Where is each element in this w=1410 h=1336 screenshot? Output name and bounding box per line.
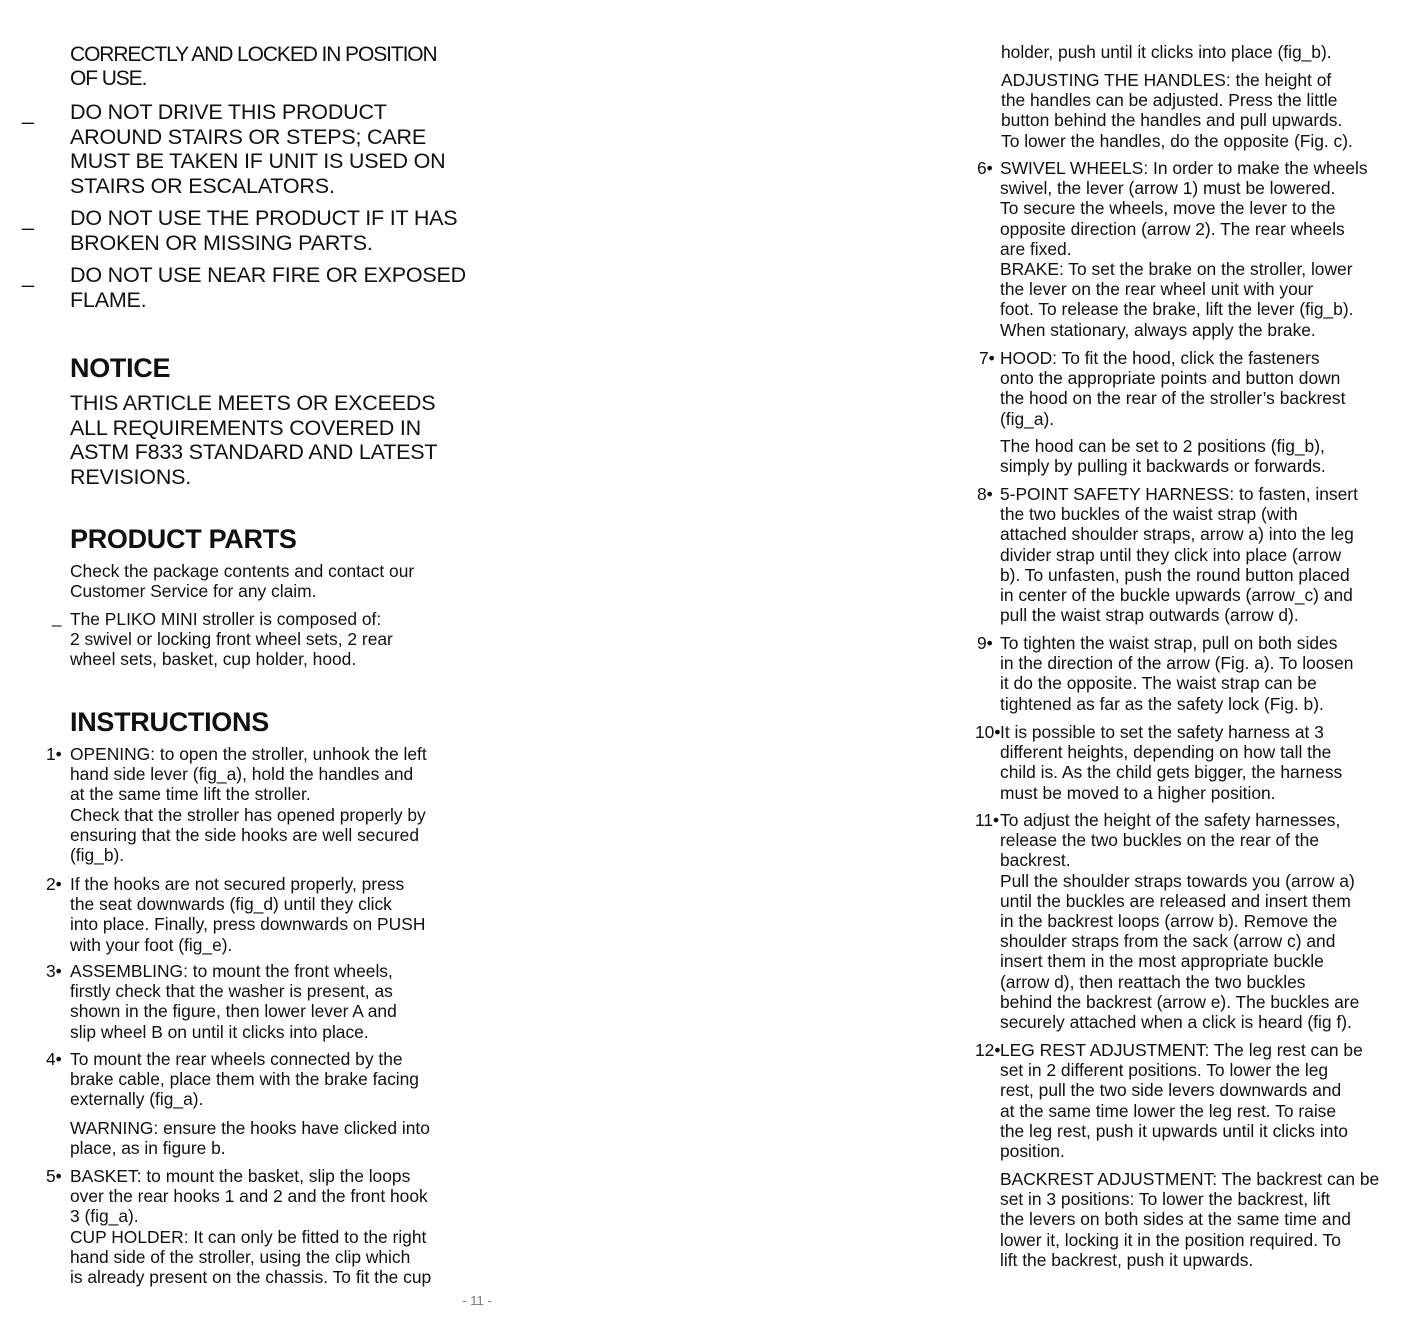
instruction-9: To tighten the waist strap, pull on both sides in the direction of the arrow (Fig. a). To loosen it do the opposite. The waist strap can be tightened as far as the safety lock (Fig. b).	[1000, 633, 1354, 714]
instructions-heading: INSTRUCTIONS	[70, 707, 269, 737]
instruction-10: It is possible to set the safety harness at 3 different heights, depending on how tall the child is. As the child gets bigger, the harness must be moved to a higher position.	[1000, 722, 1343, 803]
page-number: - 11 -	[462, 1293, 492, 1308]
instruction-12: LEG REST ADJUSTMENT: The leg rest can be set in 2 different positions. To lower the leg rest, pull the two side levers downwards and at the same time lower the leg rest. To raise the leg rest, push it upwards until it clicks into position.	[1000, 1040, 1363, 1162]
instruction-5-continued: holder, push until it clicks into place (fig_b).	[1001, 42, 1332, 62]
warning-line: DO NOT USE THE PRODUCT IF IT HAS	[70, 206, 458, 230]
warning-dash: _	[22, 264, 34, 288]
backrest-adjustment: BACKREST ADJUSTMENT: The backrest can be set in 3 positions: To lower the backrest, lift the levers on both sides at the same time and lower it, locking it in the position required. To lift the backrest, push it upwards.	[1000, 1169, 1380, 1270]
notice-heading: NOTICE	[70, 353, 171, 383]
notice-line: REVISIONS.	[70, 464, 192, 489]
instruction-number: 10•	[975, 722, 1001, 742]
instruction-number: 7•	[979, 348, 995, 368]
product-parts-intro: Check the package contents and contact our Customer Service for any claim.	[70, 561, 415, 602]
instruction-number: 11•	[975, 810, 1000, 830]
instruction-number: 9•	[977, 633, 993, 653]
warning-line: OF USE.	[70, 67, 147, 90]
warning-line: CORRECTLY AND LOCKED IN POSITION	[70, 43, 437, 66]
warning-line: BROKEN OR MISSING PARTS.	[70, 230, 373, 255]
notice-line: ALL REQUIREMENTS COVERED IN	[70, 415, 422, 440]
warning-line: STAIRS OR ESCALATORS.	[70, 173, 335, 198]
instruction-6: SWIVEL WHEELS: In order to make the wheels swivel, the lever (arrow 1) must be lowered. To secure the wheels, move the lever to the opposite direction (arrow 2). The rear wheels are fixed. BRAKE: To set the brake on the stroller, lower the lever on the rear wheel unit with your foot. To release the brake, lift the lever (fig_b). When stationary, always apply the brake.	[1000, 158, 1368, 340]
instruction-number: 8•	[977, 484, 993, 504]
instruction-number: 5•	[46, 1166, 62, 1186]
warning-line: AROUND STAIRS OR STEPS; CARE	[70, 124, 426, 149]
instruction-4: To mount the rear wheels connected by the brake cable, place them with the brake facing externally (fig_a).	[70, 1049, 419, 1110]
warning-dash: _	[22, 207, 34, 231]
instruction-7-positions: The hood can be set to 2 positions (fig_b), simply by pulling it backwards or forwards.	[1000, 436, 1326, 477]
notice-line: THIS ARTICLE MEETS OR EXCEEDS	[70, 391, 436, 415]
instruction-7: HOOD: To fit the hood, click the fasteners onto the appropriate points and button down the hood on the rear of the stroller’s backrest (fig_a).	[1000, 348, 1346, 429]
instruction-number: 12•	[975, 1040, 1001, 1060]
warning-line: MUST BE TAKEN IF UNIT IS USED ON	[70, 149, 446, 173]
notice-line: ASTM F833 STANDARD AND LATEST	[70, 440, 438, 464]
instruction-8: 5-POINT SAFETY HARNESS: to fasten, insert the two buckles of the waist strap (with attached shoulder straps, arrow a) into the leg divider strap until they click into place (arrow b). To unfasten, push the round button placed in center of the buckle upwards (arrow_c) and pull the waist strap outwards (arrow d).	[1000, 484, 1358, 626]
instruction-number: 2•	[46, 874, 62, 894]
parts-dash: _	[52, 608, 62, 627]
instruction-number: 4•	[46, 1049, 62, 1069]
product-parts-heading: PRODUCT PARTS	[70, 524, 297, 554]
warning-dash: _	[22, 101, 34, 125]
warning-line: DO NOT DRIVE THIS PRODUCT	[70, 100, 387, 124]
adjusting-handles: ADJUSTING THE HANDLES: the height of the handles can be adjusted. Press the little button behind the handles and pull upwards. To lower the handles, do the opposite (Fig. c).	[1001, 70, 1353, 151]
instruction-5: BASKET: to mount the basket, slip the loops over the rear hooks 1 and 2 and the front hook 3 (fig_a). CUP HOLDER: It can only be fitted to the right hand side of the stroller, using the clip which is already present on the chassis. To fit the cup	[70, 1166, 432, 1288]
warning-line: FLAME.	[70, 287, 147, 312]
instruction-number: 3•	[46, 961, 62, 981]
instruction-1: OPENING: to open the stroller, unhook the left hand side lever (fig_a), hold the handles and at the same time lift the stroller. Check that the stroller has opened properly by ensuring that the side hooks are well secured (fig_b).	[70, 744, 427, 866]
instruction-4-warning: WARNING: ensure the hooks have clicked into place, as in figure b.	[70, 1118, 430, 1159]
warning-line: DO NOT USE NEAR FIRE OR EXPOSED	[70, 263, 467, 287]
instruction-number: 6•	[977, 158, 993, 178]
instruction-2: If the hooks are not secured properly, press the seat downwards (fig_d) until they click into place. Finally, press downwards on PUSH with your foot (fig_e).	[70, 874, 426, 955]
instruction-number: 1•	[46, 744, 62, 764]
product-parts-composition: The PLIKO MINI stroller is composed of: 2 swivel or locking front wheel sets, 2 rear wheel sets, basket, cup holder, hood.	[70, 609, 393, 670]
instruction-11: To adjust the height of the safety harnesses, release the two buckles on the rear of the backrest. Pull the shoulder straps towards you (arrow a) until the buckles are released and insert them in the backrest loops (arrow b). Remove the shoulder straps from the sack (arrow c) and insert them in the most appropriate buckle (arrow d), then reattach the two buckles behind the backrest (arrow e). The buckles are securely attached when a click is heard (fig f).	[1000, 810, 1360, 1033]
instruction-3: ASSEMBLING: to mount the front wheels, firstly check that the washer is present, as shown in the figure, then lower lever A and slip wheel B on until it clicks into place.	[70, 961, 397, 1042]
